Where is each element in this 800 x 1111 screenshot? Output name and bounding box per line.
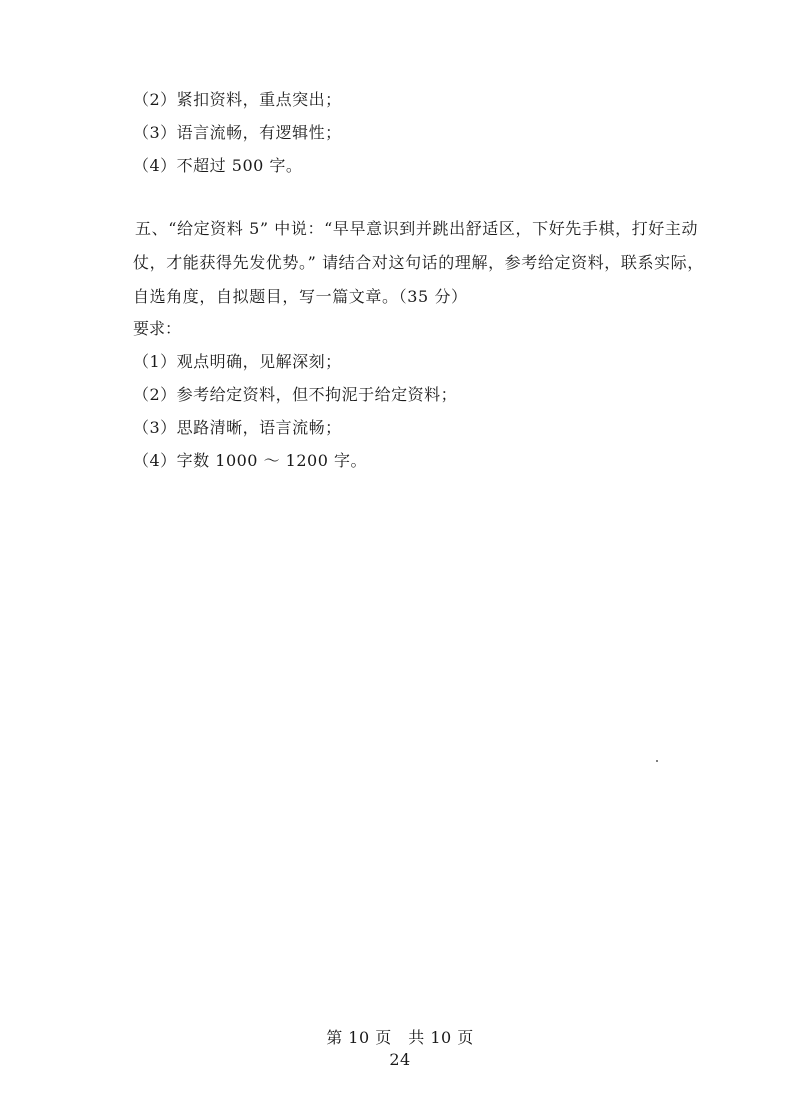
scan-speck — [656, 760, 658, 762]
requirement-4: （4）字数 1000 ～ 1200 字。 — [133, 451, 367, 470]
prev-requirement-3: （3）语言流畅，有逻辑性； — [133, 123, 342, 142]
requirement-2: （2）参考给定资料，但不拘泥于给定资料； — [133, 385, 458, 404]
page-info: 第 10 页 共 10 页 — [326, 1028, 474, 1047]
question-5-text: 五、“给定资料 5” 中说：“早早意识到并跳出舒适区，下好先手棋，打好主动仗，才能获得先发优势。” 请结合对这句话的理解，参考给定资料，联系实际，自选角度，自拟题目，写一篇文章。（35 分） — [133, 219, 704, 306]
page-number: 24 — [389, 1050, 411, 1069]
requirement-3: （3）思路清晰，语言流畅； — [133, 418, 342, 437]
requirements-label: 要求： — [133, 319, 182, 338]
prev-requirement-4: （4）不超过 500 字。 — [133, 156, 303, 175]
prev-requirement-2: （2）紧扣资料，重点突出； — [133, 90, 342, 109]
requirement-1: （1）观点明确，见解深刻； — [133, 352, 342, 371]
